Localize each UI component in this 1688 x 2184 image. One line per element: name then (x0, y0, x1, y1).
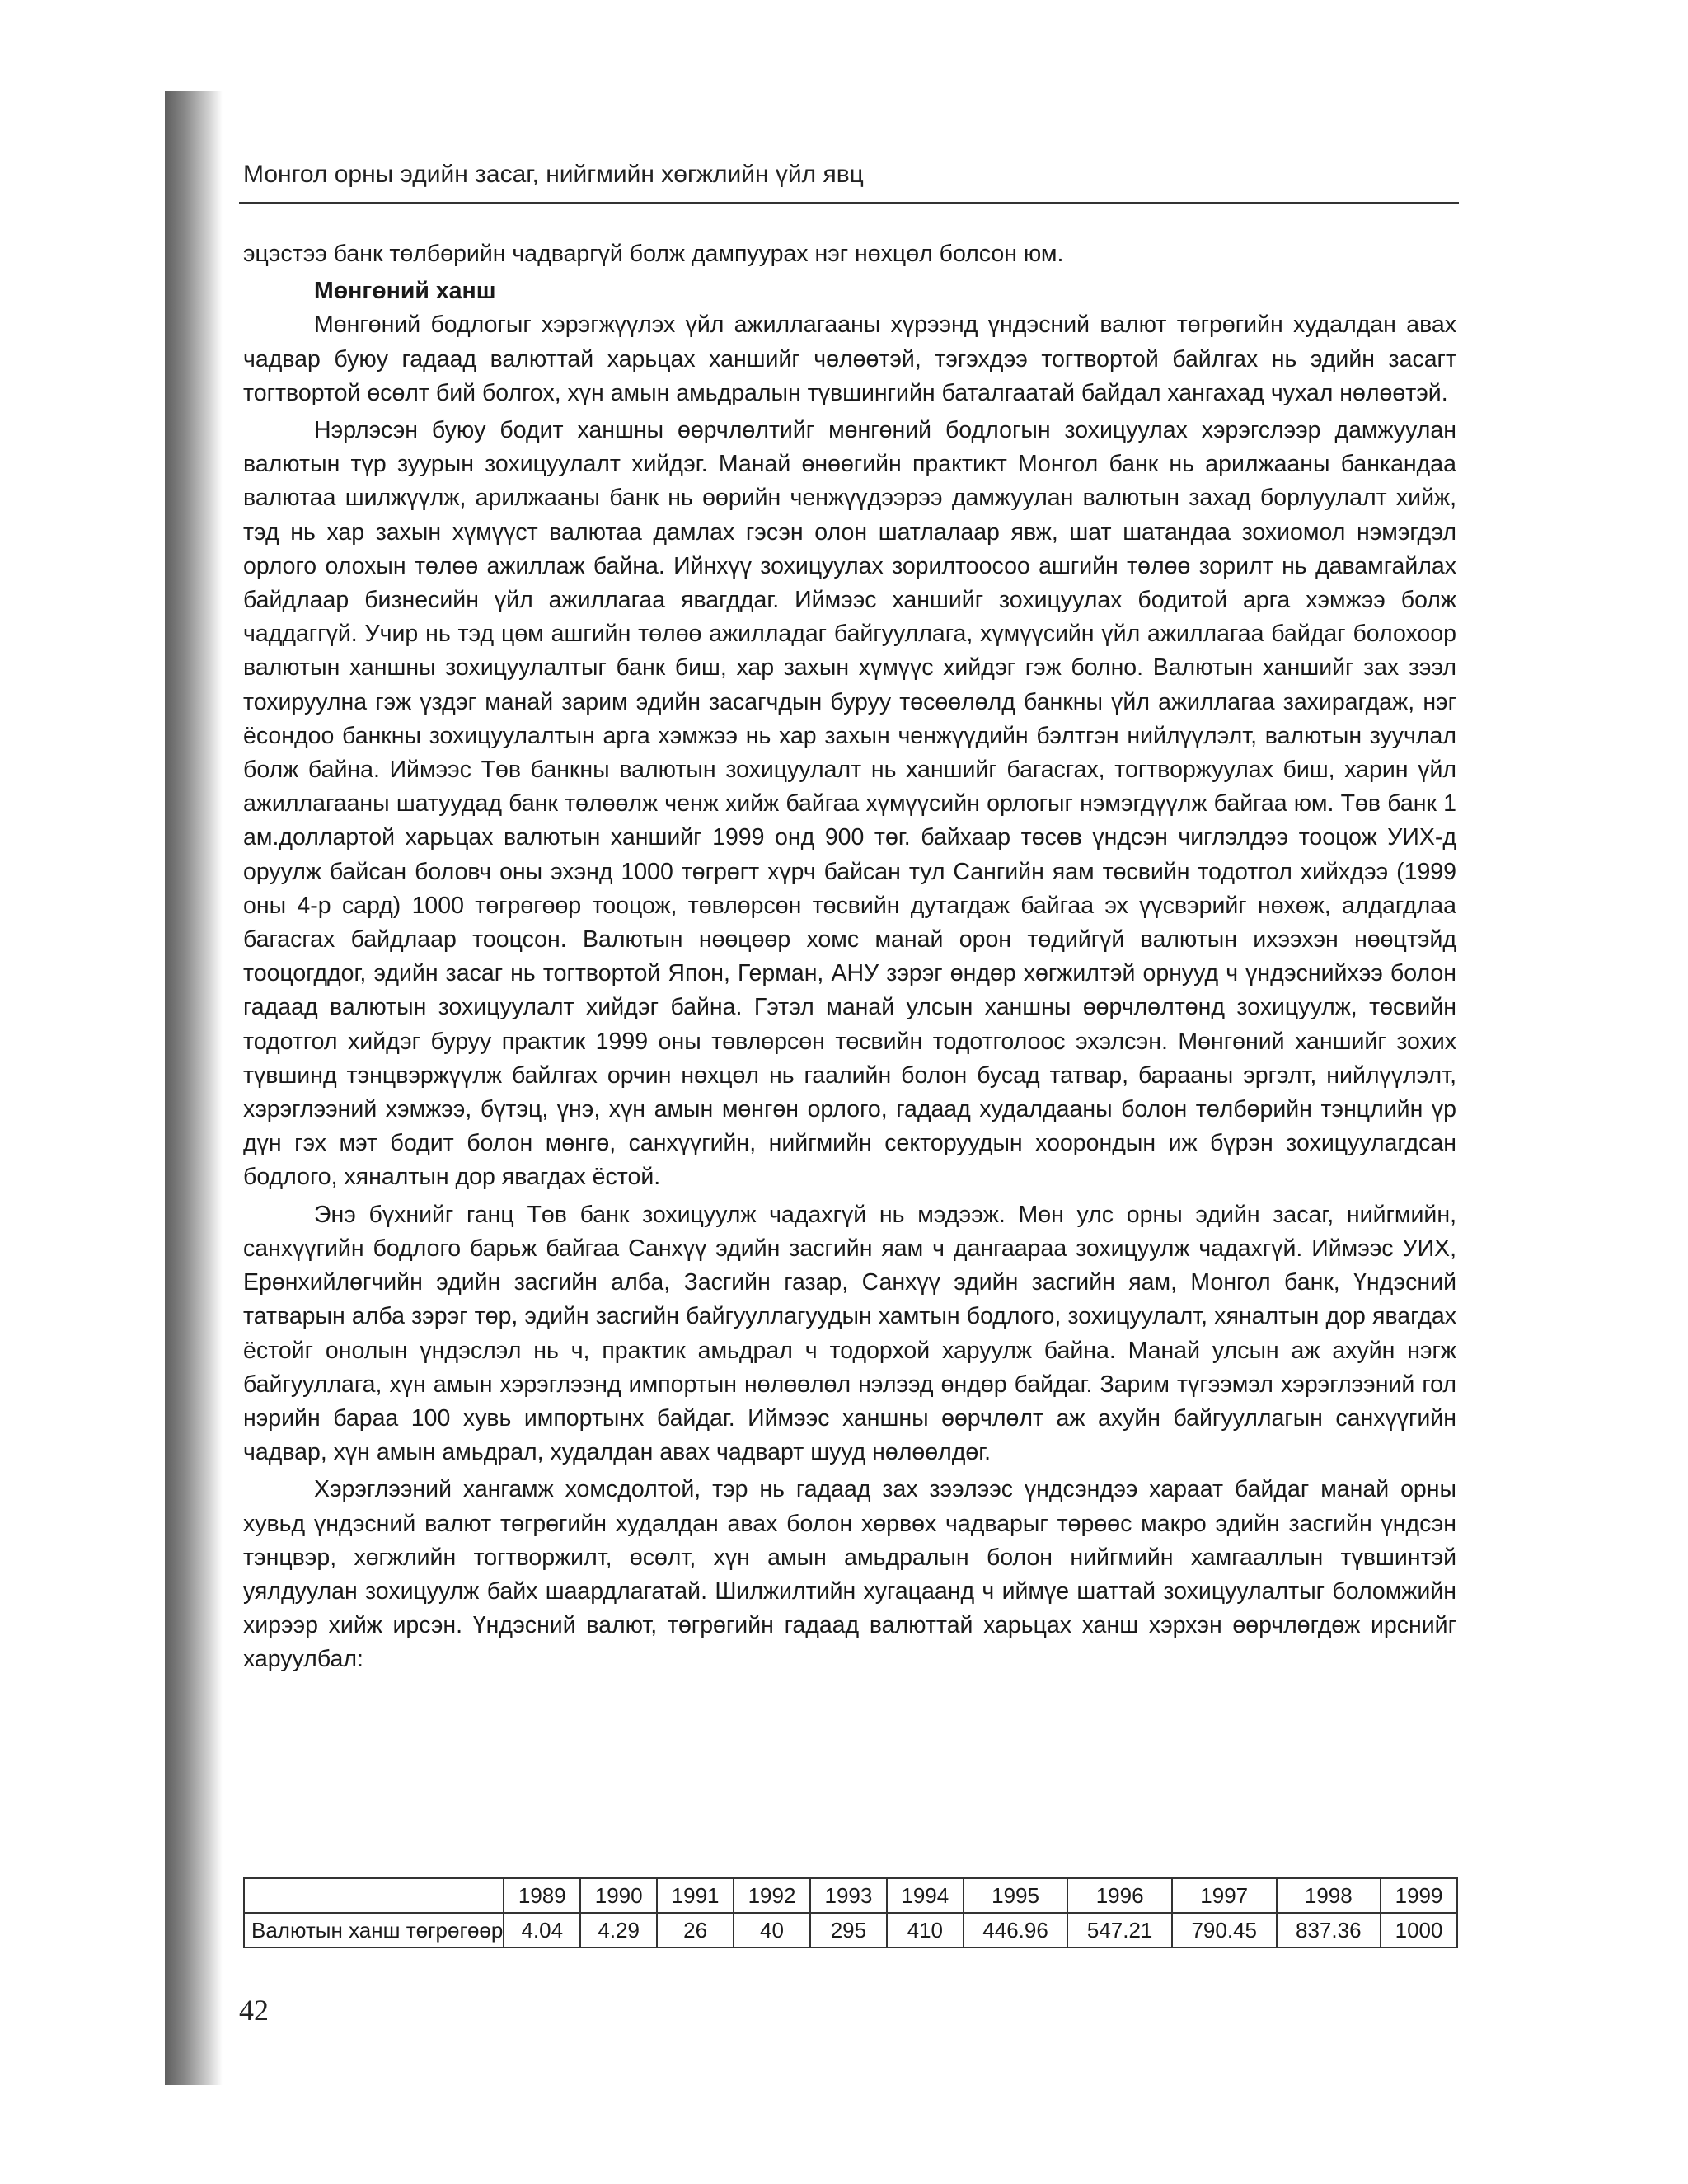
year-cell: 1999 (1381, 1878, 1457, 1913)
value-cell: 26 (657, 1913, 734, 1947)
page-number: 42 (239, 1994, 269, 2027)
year-cell: 1991 (657, 1878, 734, 1913)
paragraph-1: Мөнгөний бодлогыг хэрэгжүүлэх үйл ажиллагааны хүрээнд үндэсний валют төгрөгийн худалдан авах чадвар буюу гадаад валюттай харьцах ханшийг чөлөөтэй, тэгэхдээ тогтвортой байлгах нь эдийн засагт тогтвортой өсөлт бий болгох, хүн амын амьдралын түвшингийн баталгаатай байдал хангахад чухал нөлөөтэй. (243, 312, 1456, 406)
section-title: Мөнгөний ханш (314, 278, 496, 305)
year-cell: 1989 (504, 1878, 580, 1913)
paragraph-3: Энэ бүхнийг ганц Төв банк зохицуулж чадахгүй нь мэдээж. Мөн улс орны эдийн засаг, нийгмийн, санхүүгийн бодлого барьж байгаа Санхүү эдийн засгийн яам ч дангаараа зохицуулж чадахгүй. Иймээс УИХ, Ерөнхийлөгчийн эдийн засгийн алба, Засгийн газар, Санхүү эдийн засгийн яам, Монгол банк, Үндэсний татварын алба зэрэг төр, эдийн засгийн байгууллагуудын хамтын бодлого, зохицуулалт, хяналтын дор явагдах ёстойг онолын үндэслэл нь ч, практик амьдрал ч тодорхой харуулж байна. Манай улсын аж ахуйн нэгж байгууллага, хүн амын хэрэглээнд импортын нөлөөлөл нэлээд өндөр байдаг. Зарим түгээмэл хэрэглээний гол нэрийн бараа 100 хувь импортынх байдаг. Иймээс ханшны өөрчлөлт аж ахуйн байгууллагын санхүүгийн чадвар, хүн амын амьдрал, худалдан авах чадварт шууд нөлөөлдөг. (243, 1201, 1456, 1466)
book-spine-shadow (165, 91, 223, 2085)
table-corner-cell (244, 1878, 504, 1913)
body-text (243, 237, 1456, 1680)
value-cell: 295 (810, 1913, 887, 1947)
opening-line: эцэстээ банк төлбөрийн чадваргүй болж дампуурах нэг нөхцөл болсон юм. (243, 241, 1064, 267)
year-cell: 1996 (1067, 1878, 1172, 1913)
value-cell: 1000 (1381, 1913, 1457, 1947)
year-cell: 1992 (734, 1878, 810, 1913)
year-cell: 1995 (964, 1878, 1068, 1913)
value-cell: 837.36 (1277, 1913, 1381, 1947)
paragraph-4: Хэрэглээний хангамж хомсдолтой, тэр нь гадаад зах зээлээс үндсэндээ хараат байдаг манай орны хувьд үндэсний валют төгрөгийн худалдан авах болон хөрвөх чадварыг төрөөс макро эдийн засгийн үндсэн тэнцвэр, хөгжлийн тогтворжилт, өсөлт, хүн амын амьдралын болон нийгмийн хамгааллын түвшинтэй уялдуулан зохицуулж байх шаардлагатай. Шилжилтийн хугацаанд ч иймүе шаттай зохицуулалтыг боломжийн хирээр хийж ирсэн. Үндэсний валют, төгрөгийн гадаад валюттай харьцах ханш хэрхэн өөрчлөгдөж ирснийг харуулбал: (243, 1476, 1456, 1673)
value-cell: 446.96 (964, 1913, 1068, 1947)
table-header-row (244, 1878, 1457, 1913)
value-cell: 40 (734, 1913, 810, 1947)
paragraph-2: Нэрлэсэн буюу бодит ханшны өөрчлөлтийг мөнгөний бодлогын зохицуулах хэрэгслээр дамжуулан валютын түр зуурын зохицуулалт хийдэг. Манай өнөөгийн практикт Монгол банк нь арилжааны банкандаа валютаа шилжүүлж, арилжааны банк нь өөрийн ченжүүдээрээ дамжуулан валютын захад борлуулалт хийж, тэд нь хар захын хүмүүст валютаа дамлах гэсэн олон шатлалаар явж, шат шатандаа зохиомол нэмэгдэл орлого олохын төлөө ажиллаж байна. Ийнхүү зохицуулах зорилтоосоо ашгийн төлөө зорилт нь давамгайлах байдлаар бизнесийн үйл ажиллагаа явагддаг. Иймээс ханшийг зохицуулах бодитой арга хэмжээ болж чаддаггүй. Учир нь тэд цөм ашгийн төлөө ажилладаг байгууллага, хүмүүсийн үйл ажиллагаа байдаг болохоор валютын ханшны зохицуулалтыг банк биш, хар захын хүмүүс хийдэг гэж болно. Валютын ханшийг зах зээл тохируулна гэж үздэг манай зарим эдийн засагчдын буруу төсөөлөлд банкны үйл ажиллагаа захирагдаж, нэг ёсондоо банкны зохицуулалтын арга хэмжээ нь хар захын ченжүүдийн бэлтгэн нийлүүлэлт, валютын зуучлал болж байна. Иймээс Төв банкны валютын зохицуулалт нь ханшийг багасгах, тогтворжуулах биш, харин үйл ажиллагааны шатуудад банк төлөөлж ченж хийж байгаа хүмүүсийн орлогыг нэмэгдүүлж байгаа юм. Төв банк 1 ам.доллартой харьцах валютын ханшийг 1999 онд 900 төг. байхаар төсөв үндсэн чиглэлдээ тооцож УИХ-д оруулж байсан боловч оны эхэнд 1000 төгрөгт хүрч байсан тул Сангийн яам төсвийн тодотгол хийхдээ (1999 оны 4-р сард) 1000 төгрөгөөр тооцож, төвлөрсөн төсвийн дутагдаж байгаа эх үүсвэрийг нөхөж, алдагдлаа багасгах байдлаар тооцсон. Валютын нөөцөөр хомс манай орон төдийгүй валютын ихээхэн нөөцтэйд тооцогддог, эдийн засаг нь тогтвортой Япон, Герман, АНУ зэрэг өндөр хөгжилтэй орнууд ч үндэснийхээ болон гадаад валютын зохицуулалт хийдэг байна. Гэтэл манай улсын ханшны өөрчлөлтөнд зохицуулж, төсвийн тодотгол хийдэг буруу практик 1999 оны төвлөрсөн төсвийн тодотголоос эхэлсэн. Мөнгөний ханшийг зохих түвшинд тэнцвэржүүлж байлгах орчин нөхцөл нь гаалийн болон бусад татвар, барааны эргэлт, нийлүүлэлт, хэрэглээний хэмжээ, бүтэц, үнэ, хүн амын мөнгөн орлого, гадаад худалдааны болон төлбөрийн тэнцлийн үр дүн гэх мэт бодит болон мөнгө, санхүүгийн, нийгмийн секторуудын хоорондын иж бүрэн зохицуулагдсан бодлого, хяналтын дор явагдах ёстой. (243, 417, 1456, 1191)
header-rule (239, 202, 1459, 204)
value-cell: 790.45 (1172, 1913, 1277, 1947)
year-cell: 1994 (887, 1878, 964, 1913)
table-row (244, 1913, 1457, 1947)
year-cell: 1993 (810, 1878, 887, 1913)
row-label: Валютын ханш төгрөгөөр (244, 1913, 504, 1947)
value-cell: 4.04 (504, 1913, 580, 1947)
running-header: Монгол орны эдийн засаг, нийгмийн хөгжлийн үйл явц (243, 161, 864, 188)
value-cell: 4.29 (580, 1913, 657, 1947)
value-cell: 547.21 (1067, 1913, 1172, 1947)
year-cell: 1998 (1277, 1878, 1381, 1913)
year-cell: 1990 (580, 1878, 657, 1913)
value-cell: 410 (887, 1913, 964, 1947)
year-cell: 1997 (1172, 1878, 1277, 1913)
exchange-rate-table (243, 1877, 1458, 1948)
